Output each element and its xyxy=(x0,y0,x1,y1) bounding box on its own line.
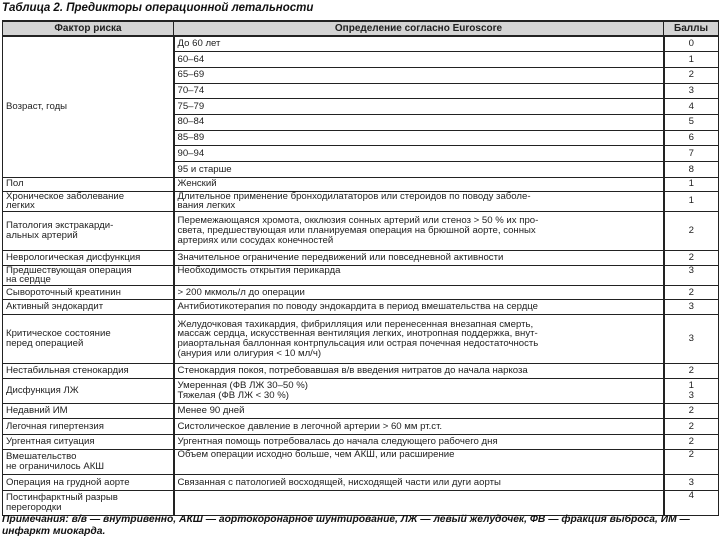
definition-cell: 65–69 xyxy=(174,67,664,83)
definition-cell: Перемежающаяся хромота, окклюзия сонных артерий или стеноз > 50 % их про- света, предшествующая или планируемая операция на брюшной аорте, сонных артериях или сосудах конечностей xyxy=(174,211,664,250)
definition-cell: Желудочковая тахикардия, фибрилляция или перенесенная внезапная смерть, массаж сердца, искусственная вентиляция легких, инотропная поддержка, внут- риаортальная баллонная контрпульсация или острая почечная недостаточность (анурия или олигурия < 10 мл/ч) xyxy=(174,315,664,364)
score-cell: 8 xyxy=(664,162,719,178)
definition-cell: Менее 90 дней xyxy=(174,404,664,419)
risk-factor-cell: Ургентная ситуация xyxy=(3,435,174,450)
definition-cell: 75–79 xyxy=(174,99,664,115)
risk-factor-cell: Дисфункция ЛЖ xyxy=(3,379,174,404)
table-row xyxy=(3,300,719,315)
score-cell: 2 xyxy=(664,211,719,250)
score-cell: 3 xyxy=(664,265,719,285)
risk-factor-cell: Пол xyxy=(3,177,174,191)
risk-factor-cell: Возраст, годы xyxy=(3,36,174,177)
table-row xyxy=(3,250,719,265)
definition-cell: 80–84 xyxy=(174,114,664,130)
risk-factor-cell: Нестабильная стенокардия xyxy=(3,364,174,379)
score-cell: 2 xyxy=(664,250,719,265)
score-cell: 5 xyxy=(664,114,719,130)
table-row xyxy=(3,36,719,52)
definition-cell: > 200 мкмоль/л до операции xyxy=(174,286,664,300)
score-cell: 2 xyxy=(664,450,719,475)
risk-factor-cell: Сывороточный креатинин xyxy=(3,286,174,300)
definition-cell: Необходимость открытия перикарда xyxy=(174,265,664,285)
risk-factor-cell: Постинфарктный разрыв перегородки xyxy=(3,491,174,516)
risk-factors-table xyxy=(2,20,719,516)
score-cell: 3 xyxy=(664,300,719,315)
table-row xyxy=(3,404,719,419)
table-row xyxy=(3,491,719,516)
risk-factor-cell: Неврологическая дисфункция xyxy=(3,250,174,265)
score-cell: 4 xyxy=(664,99,719,115)
definition-cell: 95 и старше xyxy=(174,162,664,178)
definition-cell: Стенокардия покоя, потребовавшая в/в введения нитратов до начала наркоза xyxy=(174,364,664,379)
header-score: Баллы xyxy=(664,21,719,36)
score-cell: 0 xyxy=(664,36,719,52)
risk-factor-cell: Операция на грудной аорте xyxy=(3,475,174,491)
score-cell: 3 xyxy=(664,475,719,491)
risk-factor-cell: Предшествующая операция на сердце xyxy=(3,265,174,285)
risk-factor-cell: Критическое состояние перед операцией xyxy=(3,315,174,364)
score-cell: 3 xyxy=(664,315,719,364)
risk-factor-cell: Патология экстракарди- альных артерий xyxy=(3,211,174,250)
definition-cell: Ургентная помощь потребовалась до начала следующего рабочего дня xyxy=(174,435,664,450)
table-row xyxy=(3,211,719,250)
definition-cell: Антибиотикотерапия по поводу эндокардита в период вмешательства на сердце xyxy=(174,300,664,315)
header-factor: Фактор риска xyxy=(3,21,174,36)
table-row xyxy=(3,475,719,491)
definition-cell: 70–74 xyxy=(174,83,664,99)
definition-cell: Объем операции исходно больше, чем АКШ, или расширение xyxy=(174,450,664,475)
definition-cell: Связанная с патологией восходящей, нисходящей части или дуги аорты xyxy=(174,475,664,491)
score-cell: 2 xyxy=(664,404,719,419)
header-definition: Определение согласно Euroscore xyxy=(174,21,664,36)
risk-factor-cell: Легочная гипертензия xyxy=(3,419,174,435)
score-cell: 4 xyxy=(664,491,719,516)
score-cell: 2 xyxy=(664,364,719,379)
definition-cell xyxy=(174,491,664,516)
score-cell: 2 xyxy=(664,286,719,300)
table-row xyxy=(3,450,719,475)
definition-cell: Значительное ограничение передвижений или повседневной активности xyxy=(174,250,664,265)
table-row xyxy=(3,419,719,435)
definition-cell: До 60 лет xyxy=(174,36,664,52)
table-header-row xyxy=(3,21,719,36)
definition-cell: Длительное применение бронходилататоров или стероидов по поводу заболе- вания легких xyxy=(174,191,664,211)
table-row xyxy=(3,315,719,364)
table-notes: Примечания: в/в — внутривенно, АКШ — аортокоронарное шунтирование, ЛЖ — левый желудочек, ФВ — фракция выброса, ИМ — инфаркт миокарда. xyxy=(2,514,690,537)
score-cell: 3 xyxy=(664,83,719,99)
definition-cell: 85–89 xyxy=(174,130,664,146)
table-row xyxy=(3,265,719,285)
risk-factor-cell: Вмешательство не ограничилось АКШ xyxy=(3,450,174,475)
definition-cell: Умеренная (ФВ ЛЖ 30–50 %) Тяжелая (ФВ ЛЖ < 30 %) xyxy=(174,379,664,404)
score-cell: 7 xyxy=(664,146,719,162)
definition-cell: 90–94 xyxy=(174,146,664,162)
score-cell: 1 xyxy=(664,52,719,68)
score-cell: 2 xyxy=(664,67,719,83)
score-cell: 2 xyxy=(664,435,719,450)
table-row xyxy=(3,364,719,379)
table-row xyxy=(3,191,719,211)
definition-cell: 60–64 xyxy=(174,52,664,68)
risk-factor-cell: Активный эндокардит xyxy=(3,300,174,315)
definition-cell: Женский xyxy=(174,177,664,191)
risk-factor-cell: Недавний ИМ xyxy=(3,404,174,419)
table-row xyxy=(3,379,719,404)
score-cell: 1 xyxy=(664,177,719,191)
table-row xyxy=(3,177,719,191)
score-cell: 6 xyxy=(664,130,719,146)
risk-factor-cell: Хроническое заболевание легких xyxy=(3,191,174,211)
score-cell: 1 3 xyxy=(664,379,719,404)
table-row xyxy=(3,435,719,450)
definition-cell: Систолическое давление в легочной артерии > 60 мм рт.ст. xyxy=(174,419,664,435)
table-title: Таблица 2. Предикторы операционной летальности xyxy=(2,2,314,14)
table-row xyxy=(3,286,719,300)
score-cell: 1 xyxy=(664,191,719,211)
score-cell: 2 xyxy=(664,419,719,435)
